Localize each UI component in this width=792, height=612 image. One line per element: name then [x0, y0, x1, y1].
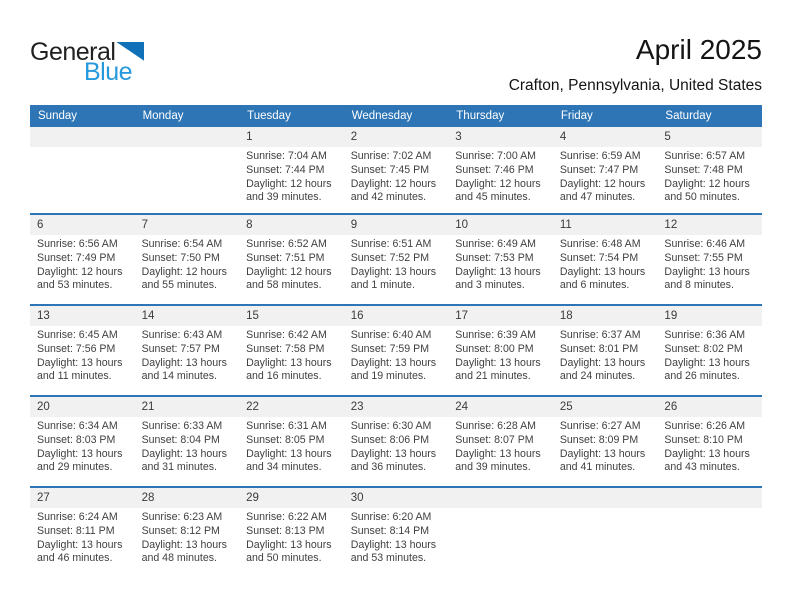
sunrise-text: Sunrise: 6:52 AM — [246, 238, 327, 250]
day-cell-20 — [30, 397, 135, 486]
day-details — [135, 235, 240, 293]
sunset-text: Sunset: 8:13 PM — [246, 524, 325, 537]
daylight-text: Daylight: 13 hours and 29 minutes. — [37, 447, 123, 474]
day-details — [553, 147, 658, 205]
daylight-text: Daylight: 12 hours and 47 minutes. — [559, 177, 646, 204]
day-details — [657, 417, 762, 475]
sunrise-text: Sunrise: 6:33 AM — [141, 420, 223, 432]
weekday-header-wednesday: Wednesday — [351, 110, 413, 122]
sunset-text: Sunset: 8:09 PM — [559, 433, 639, 446]
day-cell-27 — [30, 488, 135, 577]
sunset-text: Sunset: 8:00 PM — [455, 342, 534, 355]
daylight-text: Daylight: 13 hours and 53 minutes. — [350, 538, 437, 565]
sunset-text: Sunset: 8:12 PM — [141, 524, 220, 537]
day-cell-17 — [448, 306, 553, 395]
sunrise-text: Sunrise: 6:45 AM — [37, 329, 118, 341]
day-number: 13 — [30, 306, 135, 326]
sunrise-text: Sunrise: 6:51 AM — [350, 238, 432, 250]
sunrise-text: Sunrise: 6:22 AM — [246, 511, 327, 523]
day-number: 19 — [657, 306, 762, 326]
sunset-text: Sunset: 7:47 PM — [559, 163, 639, 176]
day-details — [553, 235, 658, 293]
day-number: 7 — [135, 215, 240, 235]
daylight-text: Daylight: 12 hours and 39 minutes. — [246, 177, 332, 204]
day-number: 8 — [239, 215, 344, 235]
page-title: April 2025 — [635, 34, 762, 65]
day-details — [344, 147, 449, 205]
sunrise-text: Sunrise: 6:37 AM — [559, 329, 641, 341]
day-cell-4 — [553, 127, 658, 213]
weekday-header-row — [30, 105, 762, 127]
day-details — [135, 326, 240, 384]
sunset-text: Sunset: 7:56 PM — [37, 342, 116, 355]
day-details — [239, 147, 344, 205]
day-number: 18 — [553, 306, 658, 326]
sunrise-text: Sunrise: 6:49 AM — [455, 238, 536, 250]
day-details — [239, 417, 344, 475]
sunset-text: Sunset: 8:06 PM — [350, 433, 430, 446]
day-cell-19 — [657, 306, 762, 395]
weekday-header-monday: Monday — [142, 110, 184, 122]
page-subtitle: Crafton, Pennsylvania, United States — [508, 77, 762, 94]
day-details — [30, 508, 135, 566]
week-row — [30, 213, 762, 304]
sunset-text: Sunset: 7:57 PM — [141, 342, 220, 355]
day-details — [553, 326, 658, 384]
calendar — [30, 105, 762, 577]
day-number: 30 — [344, 488, 449, 508]
day-cell-9 — [344, 215, 449, 304]
daylight-text: Daylight: 13 hours and 36 minutes. — [350, 447, 437, 474]
day-cell-22 — [239, 397, 344, 486]
day-details — [657, 326, 762, 384]
sunrise-text: Sunrise: 6:36 AM — [664, 329, 746, 341]
day-cell-16 — [344, 306, 449, 395]
day-cell-25 — [553, 397, 658, 486]
daylight-text: Daylight: 13 hours and 14 minutes. — [141, 356, 227, 383]
day-details — [30, 235, 135, 293]
day-number: 16 — [344, 306, 449, 326]
day-details — [239, 326, 344, 384]
day-details — [344, 417, 449, 475]
day-details — [657, 235, 762, 293]
weekday-header-saturday: Saturday — [665, 110, 712, 122]
sunrise-text: Sunrise: 6:23 AM — [141, 511, 223, 523]
day-number: 4 — [553, 127, 658, 147]
daylight-text: Daylight: 13 hours and 3 minutes. — [455, 265, 541, 292]
day-number — [553, 488, 658, 508]
weekday-header-thursday: Thursday — [456, 110, 505, 122]
day-number: 12 — [657, 215, 762, 235]
sunrise-text: Sunrise: 7:04 AM — [246, 150, 327, 162]
daylight-text: Daylight: 13 hours and 41 minutes. — [559, 447, 646, 474]
day-cell-30 — [344, 488, 449, 577]
daylight-text: Daylight: 13 hours and 11 minutes. — [37, 356, 123, 383]
day-cell-10 — [448, 215, 553, 304]
day-number: 3 — [448, 127, 553, 147]
daylight-text: Daylight: 13 hours and 50 minutes. — [246, 538, 332, 565]
sunset-text: Sunset: 7:46 PM — [455, 163, 534, 176]
sunset-text: Sunset: 7:49 PM — [37, 251, 116, 264]
day-details — [657, 147, 762, 205]
weekday-header-sunday: Sunday — [38, 110, 78, 122]
day-cell-8 — [239, 215, 344, 304]
day-details — [553, 417, 658, 475]
day-number: 11 — [553, 215, 658, 235]
daylight-text: Daylight: 13 hours and 24 minutes. — [559, 356, 646, 383]
daylight-text: Daylight: 12 hours and 53 minutes. — [37, 265, 123, 292]
week-row — [30, 127, 762, 213]
sunrise-text: Sunrise: 6:39 AM — [455, 329, 536, 341]
daylight-text: Daylight: 13 hours and 31 minutes. — [141, 447, 227, 474]
day-cell-2 — [344, 127, 449, 213]
day-number: 15 — [239, 306, 344, 326]
day-details — [30, 417, 135, 475]
day-number: 23 — [344, 397, 449, 417]
day-details — [448, 235, 553, 293]
sunrise-text: Sunrise: 6:59 AM — [559, 150, 641, 162]
day-number: 2 — [344, 127, 449, 147]
sunrise-text: Sunrise: 6:54 AM — [141, 238, 223, 250]
week-row — [30, 395, 762, 486]
day-cell-11 — [553, 215, 658, 304]
week-row — [30, 304, 762, 395]
sunrise-text: Sunrise: 6:24 AM — [37, 511, 118, 523]
day-number: 29 — [239, 488, 344, 508]
sunrise-text: Sunrise: 6:48 AM — [559, 238, 641, 250]
logo-text-blue: Blue — [84, 58, 133, 86]
day-cell-12 — [657, 215, 762, 304]
day-cell-26 — [657, 397, 762, 486]
daylight-text: Daylight: 12 hours and 45 minutes. — [455, 177, 541, 204]
sunset-text: Sunset: 8:14 PM — [350, 524, 430, 537]
daylight-text: Daylight: 13 hours and 1 minute. — [350, 265, 437, 292]
daylight-text: Daylight: 12 hours and 55 minutes. — [141, 265, 227, 292]
logo-text-general: General — [30, 38, 116, 66]
day-cell-3 — [448, 127, 553, 213]
sunset-text: Sunset: 8:05 PM — [246, 433, 325, 446]
sunrise-text: Sunrise: 7:00 AM — [455, 150, 536, 162]
sunset-text: Sunset: 8:01 PM — [559, 342, 639, 355]
sunset-text: Sunset: 8:03 PM — [37, 433, 116, 446]
sunset-text: Sunset: 8:04 PM — [141, 433, 220, 446]
day-number: 10 — [448, 215, 553, 235]
day-cell-empty — [135, 127, 240, 213]
daylight-text: Daylight: 12 hours and 42 minutes. — [350, 177, 437, 204]
day-number: 5 — [657, 127, 762, 147]
daylight-text: Daylight: 12 hours and 58 minutes. — [246, 265, 332, 292]
day-cell-29 — [239, 488, 344, 577]
day-cell-24 — [448, 397, 553, 486]
day-number: 27 — [30, 488, 135, 508]
day-cell-14 — [135, 306, 240, 395]
day-number: 17 — [448, 306, 553, 326]
daylight-text: Daylight: 13 hours and 46 minutes. — [37, 538, 123, 565]
day-details — [448, 417, 553, 475]
week-row — [30, 486, 762, 577]
day-cell-28 — [135, 488, 240, 577]
day-number — [135, 127, 240, 147]
sunset-text: Sunset: 8:11 PM — [37, 524, 115, 537]
sunrise-text: Sunrise: 6:40 AM — [350, 329, 432, 341]
day-details — [344, 508, 449, 566]
day-details — [30, 326, 135, 384]
day-cell-1 — [239, 127, 344, 213]
daylight-text: Daylight: 13 hours and 48 minutes. — [141, 538, 227, 565]
sunset-text: Sunset: 7:53 PM — [455, 251, 534, 264]
sunset-text: Sunset: 7:44 PM — [246, 163, 325, 176]
sunset-text: Sunset: 7:52 PM — [350, 251, 430, 264]
sunset-text: Sunset: 7:50 PM — [141, 251, 220, 264]
daylight-text: Daylight: 13 hours and 43 minutes. — [664, 447, 750, 474]
day-number: 24 — [448, 397, 553, 417]
day-details — [135, 508, 240, 566]
day-number — [448, 488, 553, 508]
sunset-text: Sunset: 7:58 PM — [246, 342, 325, 355]
sunrise-text: Sunrise: 6:43 AM — [141, 329, 223, 341]
day-cell-21 — [135, 397, 240, 486]
sunrise-text: Sunrise: 6:30 AM — [350, 420, 432, 432]
day-number: 20 — [30, 397, 135, 417]
day-cell-empty — [657, 488, 762, 577]
daylight-text: Daylight: 13 hours and 34 minutes. — [246, 447, 332, 474]
day-details — [448, 326, 553, 384]
day-cell-15 — [239, 306, 344, 395]
day-cell-6 — [30, 215, 135, 304]
daylight-text: Daylight: 13 hours and 26 minutes. — [664, 356, 750, 383]
daylight-text: Daylight: 13 hours and 39 minutes. — [455, 447, 541, 474]
sunrise-text: Sunrise: 7:02 AM — [350, 150, 432, 162]
day-number — [30, 127, 135, 147]
day-number — [657, 488, 762, 508]
sunrise-text: Sunrise: 6:56 AM — [37, 238, 118, 250]
day-details — [135, 417, 240, 475]
sunset-text: Sunset: 8:10 PM — [664, 433, 743, 446]
sunrise-text: Sunrise: 6:42 AM — [246, 329, 327, 341]
sunset-text: Sunset: 8:07 PM — [455, 433, 534, 446]
sunset-text: Sunset: 8:02 PM — [664, 342, 743, 355]
sunrise-text: Sunrise: 6:28 AM — [455, 420, 536, 432]
sunset-text: Sunset: 7:51 PM — [246, 251, 325, 264]
daylight-text: Daylight: 13 hours and 8 minutes. — [664, 265, 750, 292]
sunset-text: Sunset: 7:54 PM — [559, 251, 639, 264]
sunrise-text: Sunrise: 6:34 AM — [37, 420, 118, 432]
sunrise-text: Sunrise: 6:27 AM — [559, 420, 641, 432]
sunrise-text: Sunrise: 6:46 AM — [664, 238, 746, 250]
sunset-text: Sunset: 7:59 PM — [350, 342, 430, 355]
sunrise-text: Sunrise: 6:57 AM — [664, 150, 746, 162]
day-details — [344, 326, 449, 384]
day-cell-empty — [448, 488, 553, 577]
day-number: 22 — [239, 397, 344, 417]
day-number: 9 — [344, 215, 449, 235]
day-number: 21 — [135, 397, 240, 417]
sunrise-text: Sunrise: 6:31 AM — [246, 420, 327, 432]
daylight-text: Daylight: 13 hours and 6 minutes. — [559, 265, 646, 292]
day-cell-23 — [344, 397, 449, 486]
sunset-text: Sunset: 7:55 PM — [664, 251, 743, 264]
day-cell-7 — [135, 215, 240, 304]
day-details — [448, 147, 553, 205]
day-details — [239, 235, 344, 293]
day-number: 14 — [135, 306, 240, 326]
sunrise-text: Sunrise: 6:20 AM — [350, 511, 432, 523]
daylight-text: Daylight: 13 hours and 16 minutes. — [246, 356, 332, 383]
day-cell-13 — [30, 306, 135, 395]
day-number: 1 — [239, 127, 344, 147]
daylight-text: Daylight: 13 hours and 21 minutes. — [455, 356, 541, 383]
day-cell-18 — [553, 306, 658, 395]
day-details — [239, 508, 344, 566]
day-cell-5 — [657, 127, 762, 213]
sunset-text: Sunset: 7:48 PM — [664, 163, 743, 176]
day-details — [344, 235, 449, 293]
day-number: 6 — [30, 215, 135, 235]
day-number: 28 — [135, 488, 240, 508]
calendar-grid — [30, 127, 762, 577]
day-cell-empty — [553, 488, 658, 577]
daylight-text: Daylight: 13 hours and 19 minutes. — [350, 356, 437, 383]
sunrise-text: Sunrise: 6:26 AM — [664, 420, 746, 432]
weekday-header-tuesday: Tuesday — [247, 110, 291, 122]
day-number: 25 — [553, 397, 658, 417]
sunset-text: Sunset: 7:45 PM — [350, 163, 430, 176]
day-number: 26 — [657, 397, 762, 417]
weekday-header-friday: Friday — [560, 110, 593, 122]
general-blue-logo — [30, 38, 170, 86]
day-cell-empty — [30, 127, 135, 213]
daylight-text: Daylight: 12 hours and 50 minutes. — [664, 177, 750, 204]
